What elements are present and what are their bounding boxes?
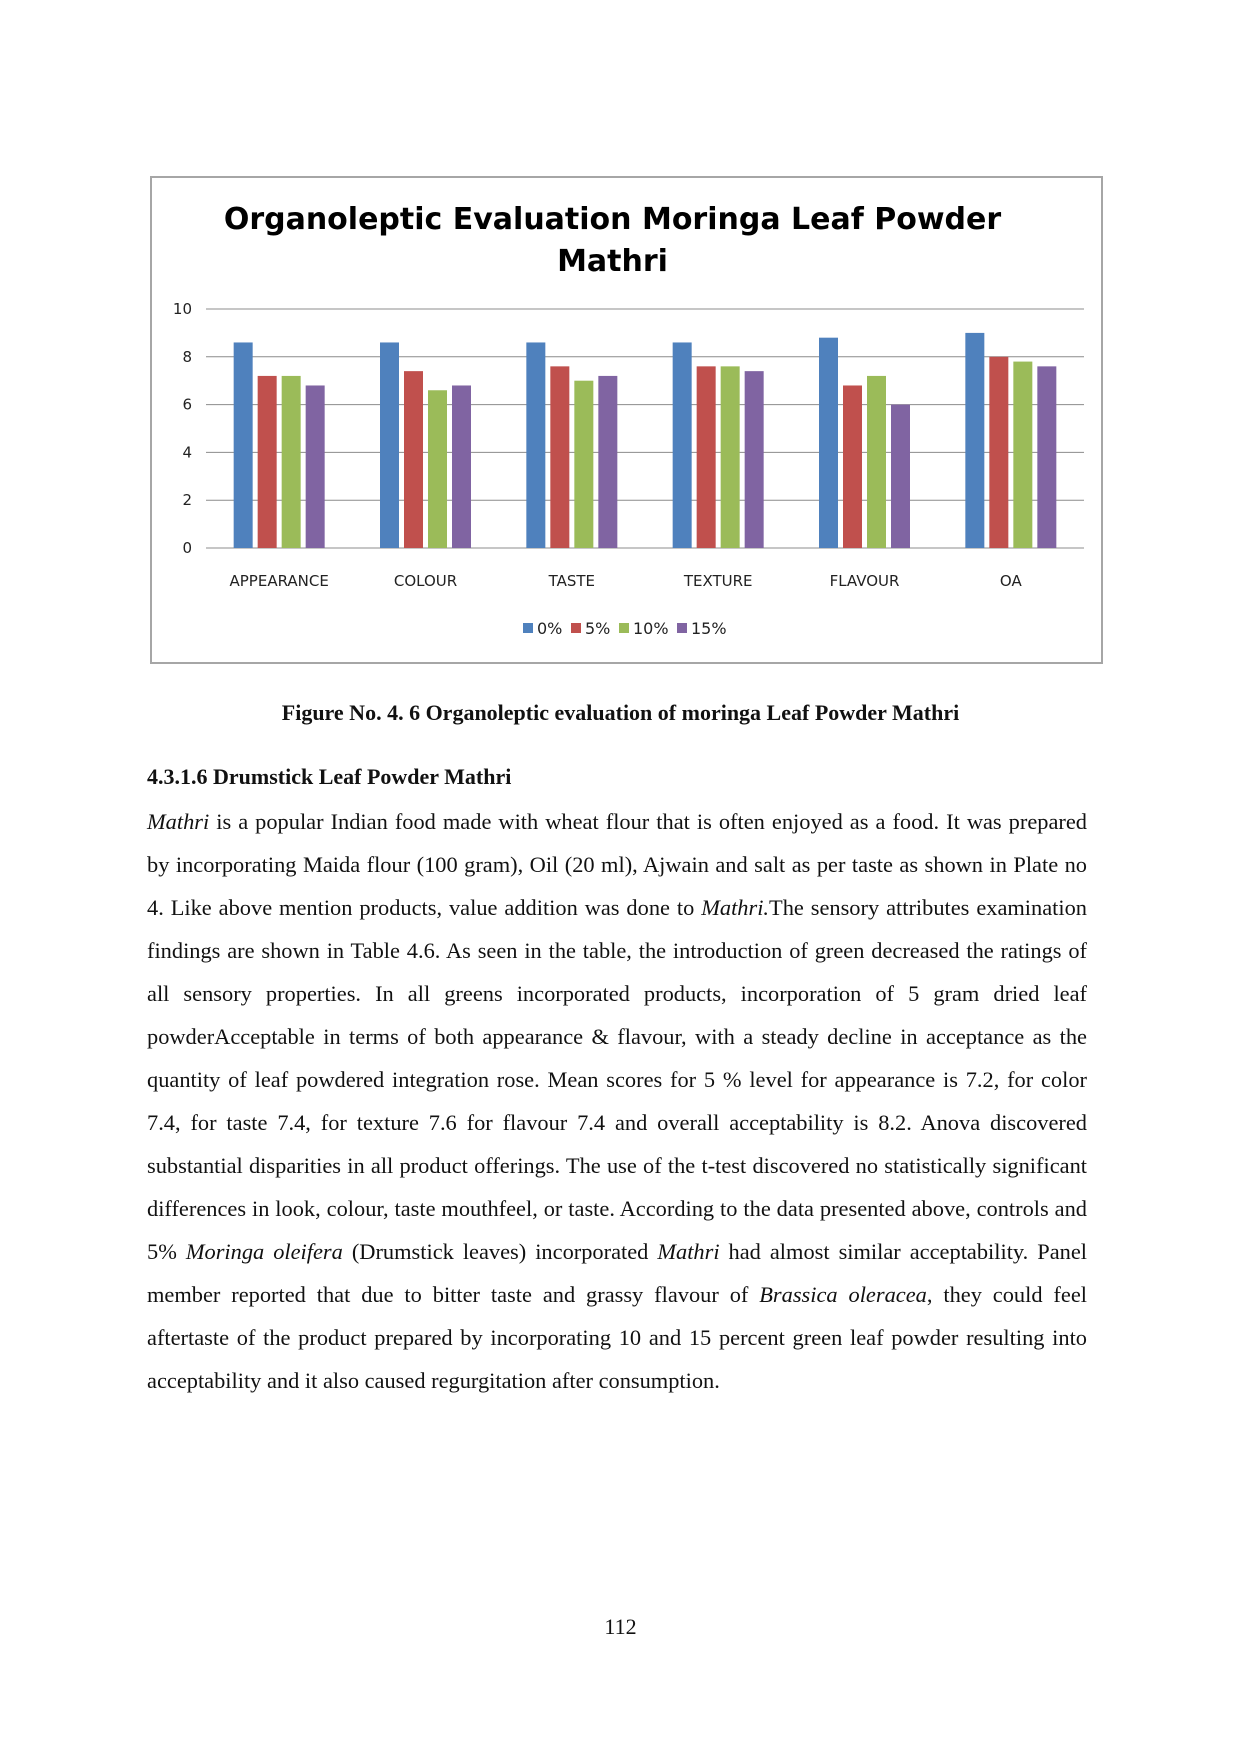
bar-10pct-appearance [282, 376, 301, 548]
bar-15pct-appearance [306, 385, 325, 548]
bar-15pct-oa [1037, 366, 1056, 548]
bar-chart [152, 178, 1101, 662]
bar-5pct-appearance [258, 376, 277, 548]
text-run: (Drumstick leaves) incorporated [342, 1239, 658, 1264]
bar-0pct-colour [380, 342, 399, 548]
page-number: 112 [604, 1614, 637, 1639]
bar-15pct-taste [598, 376, 617, 548]
italic-term: Brassica oleracea [759, 1282, 927, 1307]
bar-5pct-texture [697, 366, 716, 548]
x-category-label: TASTE [548, 572, 596, 590]
y-tick-label: 2 [182, 491, 192, 510]
x-category-label: OA [999, 572, 1022, 590]
bar-5pct-taste [550, 366, 569, 548]
figure-caption: Figure No. 4. 6 Organoleptic evaluation of moringa Leaf Powder Mathri [281, 700, 960, 725]
italic-term: Moringa oleifera [185, 1239, 343, 1264]
bar-0pct-flavour [819, 338, 838, 548]
legend-swatch [523, 623, 533, 633]
section-heading: 4.3.1.6 Drumstick Leaf Powder Mathri [147, 764, 512, 789]
bar-10pct-taste [574, 381, 593, 548]
bar-5pct-flavour [843, 385, 862, 548]
bar-15pct-texture [745, 371, 764, 548]
bar-5pct-oa [989, 357, 1008, 548]
text-run: had almost similar acceptability. Panel member reported that due to bitter taste and grassy flavour of [147, 1239, 1088, 1307]
bar-15pct-flavour [891, 405, 910, 548]
x-category-label: COLOUR [393, 572, 458, 590]
bar-10pct-texture [721, 366, 740, 548]
legend-swatch [571, 623, 581, 633]
italic-term: Mathri. [701, 895, 770, 920]
chart-title: Organoleptic Evaluation Moringa Leaf Powder [223, 202, 1002, 237]
x-category-label: TEXTURE [683, 572, 753, 590]
body-paragraph [147, 800, 1087, 1402]
y-tick-label: 10 [172, 300, 192, 318]
chart-title: Mathri [557, 244, 668, 279]
text-run: The sensory attributes examination findings are shown in Table 4.6. As seen in the table, the introduction of green decreased the ratings of all sensory properties. In all greens incorporated products, incorporation of 5 gram dried leaf powderAcceptable in terms of both appearance & flavour, with a steady decline in acceptance as the quantity of leaf powdered integration rose. Mean scores for 5 % level for appearance is 7.2, for color 7.4, for taste 7.4, for texture 7.6 for flavour 7.4 and overall acceptability is 8.2. Anova discovered substantial disparities in all product offerings. The use of the t-test discovered no statistically significant differences in look, colour, taste mouthfeel, or taste. According to the data presented above, controls and 5% [147, 895, 1087, 1264]
bar-0pct-oa [965, 333, 984, 548]
legend-swatch [619, 623, 629, 633]
legend-label: 15% [691, 619, 727, 638]
y-tick-label: 8 [182, 347, 192, 366]
italic-term: Mathri [147, 809, 210, 834]
legend-label: 10% [633, 619, 669, 638]
chart-container [150, 176, 1103, 664]
legend-label: 0% [537, 619, 563, 638]
bar-10pct-colour [428, 390, 447, 548]
text-run: , they could feel aftertaste of the product prepared by incorporating 10 and 15 percent green leaf powder resulting into acceptability and it also caused regurgitation after consumption. [147, 1282, 1087, 1393]
legend-label: 5% [585, 619, 611, 638]
text-run: is a popular Indian food made with wheat flour that is often enjoyed as a food. It was prepared by incorporating Maida flour (100 gram), Oil (20 ml), Ajwain and salt as per taste as shown in Plate no 4. Like above mention products, value addition was done to [147, 809, 1087, 920]
bar-10pct-flavour [867, 376, 886, 548]
bar-5pct-colour [404, 371, 423, 548]
bar-0pct-taste [526, 342, 545, 548]
y-tick-label: 6 [182, 395, 192, 414]
italic-term: Mathri [657, 1239, 720, 1264]
legend-swatch [677, 623, 687, 633]
bar-15pct-colour [452, 385, 471, 548]
bar-0pct-appearance [234, 342, 253, 548]
bar-0pct-texture [673, 342, 692, 548]
bar-10pct-oa [1013, 362, 1032, 548]
y-tick-label: 4 [182, 443, 192, 462]
x-category-label: FLAVOUR [829, 572, 900, 590]
y-tick-label: 0 [182, 539, 192, 557]
x-category-label: APPEARANCE [229, 572, 329, 590]
